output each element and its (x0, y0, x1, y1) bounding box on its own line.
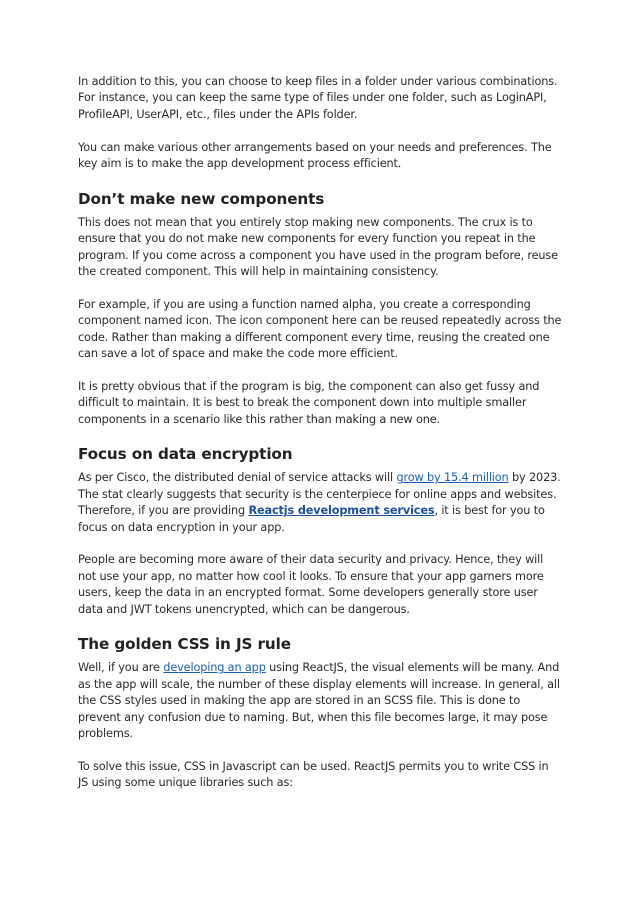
link-grow-by-15-4-million[interactable]: grow by 15.4 million (396, 471, 509, 485)
text-segment: Well, if you are (78, 661, 164, 675)
paragraph-css-in-js-solution: To solve this issue, CSS in Javascript can be used. ReactJS permits you to write CSS in JS using some unique libraries such as: (78, 759, 549, 790)
paragraph-cisco-stat (78, 470, 562, 536)
paragraph-data-privacy: People are becoming more aware of their data security and privacy. Hence, they will not use your app, no matter how cool it looks. To ensure that your app garners more users, keep the data in an encrypted format. Some developers generally store user data and JWT tokens unencrypted, which can be dangerous. (78, 553, 544, 616)
heading-dont-make-new-components: Don’t make new components (78, 189, 325, 208)
text-segment: As per Cisco, the distributed denial of service attacks will (78, 471, 397, 485)
paragraph-split-components: It is pretty obvious that if the program is big, the component can also get fussy and difficult to maintain. It is best to break the component down into multiple smaller components in a scenario like this rather than making a new one. (78, 379, 540, 426)
paragraph-arrangements: You can make various other arrangements based on your needs and preferences. The key aim is to make the app development process efficient. (78, 140, 552, 171)
paragraph-file-organization: In addition to this, you can choose to keep files in a folder under various combinations. For instance, you can keep the same type of files under one folder, such as LoginAPI, ProfileAPI, UserAPI, etc., files under the APIs folder. (78, 75, 558, 121)
text-segment: by 2023. The stat clearly suggests that security is the centerpiece for online apps and websites. Therefore, if you are providing (78, 471, 561, 518)
text-segment: using ReactJS, the visual elements will be many. And as the app will scale, the number of these display elements will increase. In general, all the CSS styles used in making the app are stored in an SCSS file. This is done to prevent any confusion due to naming. But, when this file becomes large, it may pose problems. (78, 661, 560, 741)
paragraph-component-example: For example, if you are using a function named alpha, you create a corresponding component named icon. The icon component here can be reused repeatedly across the code. Rather than making a different component every time, reusing the created one can save a lot of space and make the code more efficient. (78, 297, 562, 361)
paragraph-visual-elements (78, 660, 562, 742)
text-segment: , it is best for you to focus on data encryption in your app. (78, 504, 545, 534)
link-reactjs-development-services[interactable]: Reactjs development services (248, 504, 435, 518)
heading-data-encryption: Focus on data encryption (78, 445, 293, 464)
paragraph-reuse-components: This does not mean that you entirely stop making new components. The crux is to ensure that you do not make new components for every function you repeat in the program. If you come across a component you have used in the program before, reuse the created component. This will help in maintaining consistency. (78, 215, 558, 279)
heading-css-in-js: The golden CSS in JS rule (78, 635, 291, 654)
document-page (78, 74, 562, 808)
link-developing-an-app[interactable]: developing an app (163, 661, 266, 675)
